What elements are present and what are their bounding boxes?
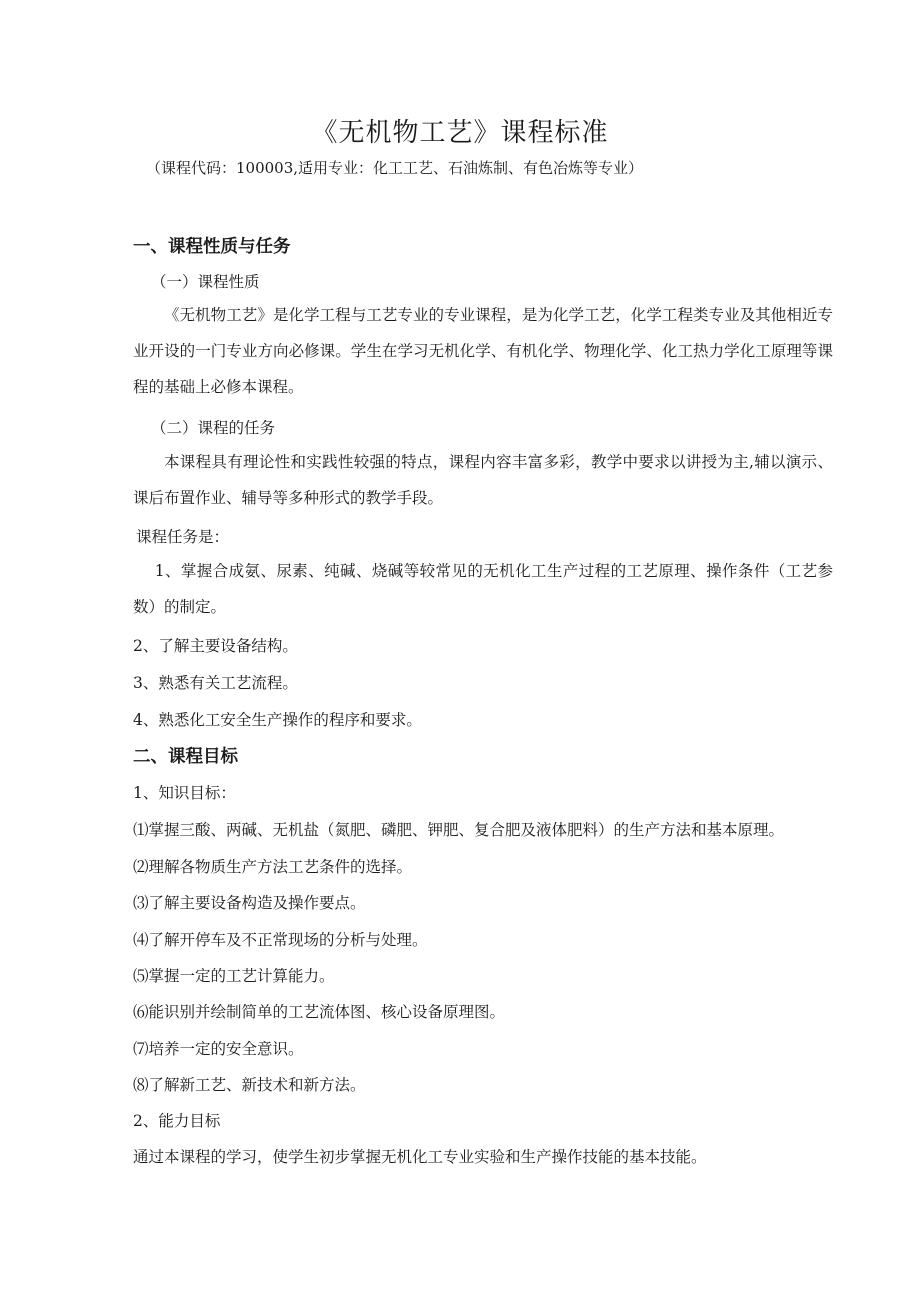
knowledge-item-6: ⑹能识别并绘制简单的工艺流体图、核心设备原理图。 [133, 1003, 506, 1021]
task-item-3: 3、熟悉有关工艺流程。 [133, 674, 298, 692]
knowledge-heading: 1、知识目标： [133, 784, 236, 802]
section1-sub2-heading: （二）课程的任务 [151, 419, 276, 437]
knowledge-item-7: ⑺培养一定的安全意识。 [133, 1040, 304, 1058]
task-item-4: 4、熟悉化工安全生产操作的程序和要求。 [133, 711, 422, 729]
knowledge-item-8: ⑻了解新工艺、新技术和新方法。 [133, 1076, 366, 1094]
section1-heading: 一、课程性质与任务 [133, 237, 291, 257]
knowledge-item-2: ⑵理解各物质生产方法工艺条件的选择。 [133, 858, 413, 876]
document-title: 《无机物工艺》课程标准 [311, 118, 609, 148]
section1-sub1-heading: （一）课程性质 [151, 273, 260, 291]
section2-heading: 二、课程目标 [133, 747, 238, 767]
document-subtitle: （课程代码：100003,适用专业：化工工艺、石油炼制、有色冶炼等专业） [146, 159, 644, 177]
knowledge-item-5: ⑸掌握一定的工艺计算能力。 [133, 967, 335, 985]
section1-sub2-paragraph: 本课程具有理论性和实践性较强的特点，课程内容丰富多彩，教学中要求以讲授为主,辅以演示、课后布置作业、辅导等多种形式的教学手段。 [133, 453, 833, 507]
section1-sub1-paragraph: 《无机物工艺》是化学工程与工艺专业的专业课程，是为化学工艺，化学工程类专业及其他相近专业开设的一门专业方向必修课。学生在学习无机化学、有机化学、物理化学、化工热力学化工原理等课程的基础上必修本课程。 [133, 306, 833, 396]
knowledge-item-4: ⑷了解开停车及不正常现场的分析与处理。 [133, 931, 428, 949]
task-item-1: 1、掌握合成氨、尿素、纯碱、烧碱等较常见的无机化工生产过程的工艺原理、操作条件（工艺参数）的制定。 [133, 562, 833, 616]
knowledge-item-3: ⑶了解主要设备构造及操作要点。 [133, 894, 366, 912]
task-item-2: 2、了解主要设备结构。 [133, 637, 298, 655]
ability-heading: 2、能力目标 [133, 1112, 221, 1130]
tasks-intro: 课程任务是： [136, 528, 230, 546]
ability-text: 通过本课程的学习，使学生初步掌握无机化工专业实验和生产操作技能的基本技能。 [133, 1148, 707, 1166]
knowledge-item-1: ⑴掌握三酸、两碱、无机盐（氮肥、磷肥、钾肥、复合肥及液体肥料）的生产方法和基本原理。 [133, 821, 785, 839]
